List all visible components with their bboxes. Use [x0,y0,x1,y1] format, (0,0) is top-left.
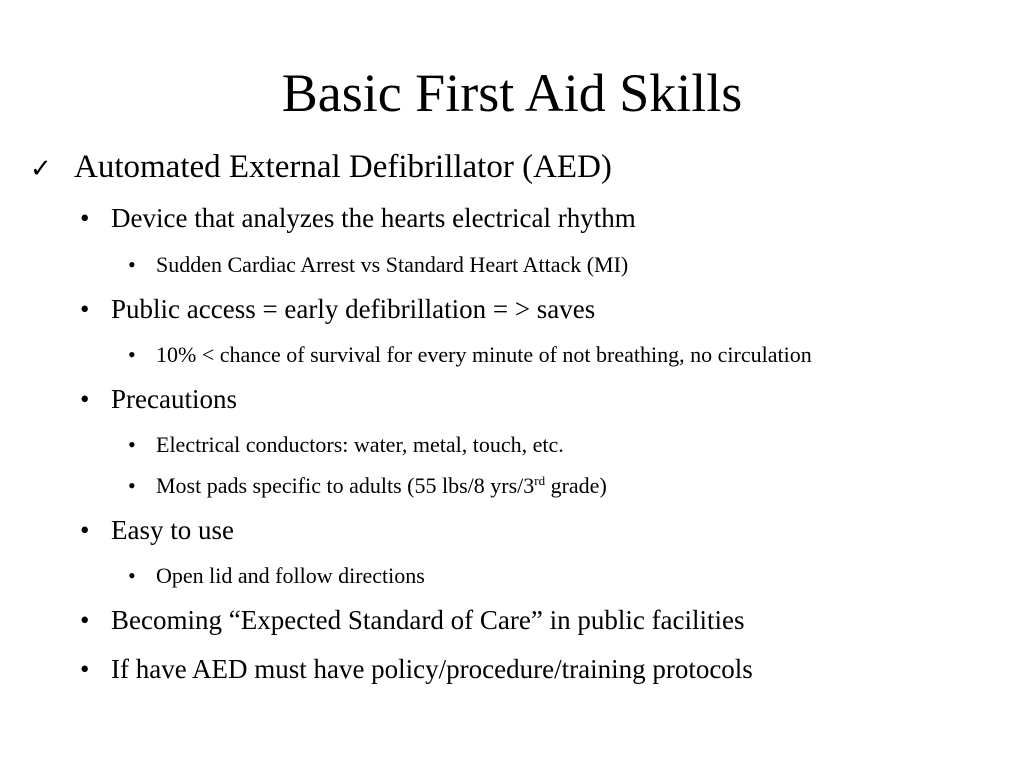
bullet-icon: • [80,384,90,414]
bullet-text: If have AED must have policy/procedure/training protocols [111,654,753,684]
sub-bullet-text: Sudden Cardiac Arrest vs Standard Heart Attack (MI) [156,252,629,277]
heading-text: Automated External Defibrillator (AED) [74,149,612,185]
bullet-icon: • [128,342,136,367]
bullet-text: Device that analyzes the hearts electrical rhythm [111,203,636,233]
bullet-icon: • [128,563,136,588]
sub-bullet-text: 10% < chance of survival for every minute of not breathing, no circulation [156,342,812,367]
bullet-item [80,381,237,417]
bullet-item [80,602,745,638]
bullet-icon: • [80,605,90,635]
heading-item [30,145,612,191]
bullet-item [80,512,234,548]
bullet-text: Becoming “Expected Standard of Care” in public facilities [111,605,745,635]
sub-bullet-item [128,430,564,460]
sub-bullet-text-after: grade) [545,473,607,498]
bullet-icon: • [128,252,136,277]
bullet-item [80,651,753,687]
ordinal-suffix: rd [534,473,546,488]
bullet-text: Easy to use [111,515,234,545]
sub-bullet-item [128,471,607,501]
bullet-icon: • [128,432,136,457]
bullet-icon: • [80,654,90,684]
bullet-item [80,291,595,327]
sub-bullet-item [128,250,628,280]
sub-bullet-item [128,340,812,370]
sub-bullet-text-before: Most pads specific to adults (55 lbs/8 yrs/3 [156,473,535,498]
bullet-item [80,200,636,236]
bullet-icon: • [80,294,90,324]
sub-bullet-item [128,561,425,591]
checkmark-icon: ✓ [30,154,52,183]
bullet-icon: • [80,515,90,545]
sub-bullet-text: Open lid and follow directions [156,563,425,588]
bullet-text: Public access = early defibrillation = > saves [111,294,596,324]
sub-bullet-text: Electrical conductors: water, metal, touch, etc. [156,432,564,457]
slide-title: Basic First Aid Skills [281,63,743,123]
bullet-icon: • [80,203,90,233]
bullet-icon: • [128,473,136,498]
bullet-text: Precautions [111,384,237,414]
